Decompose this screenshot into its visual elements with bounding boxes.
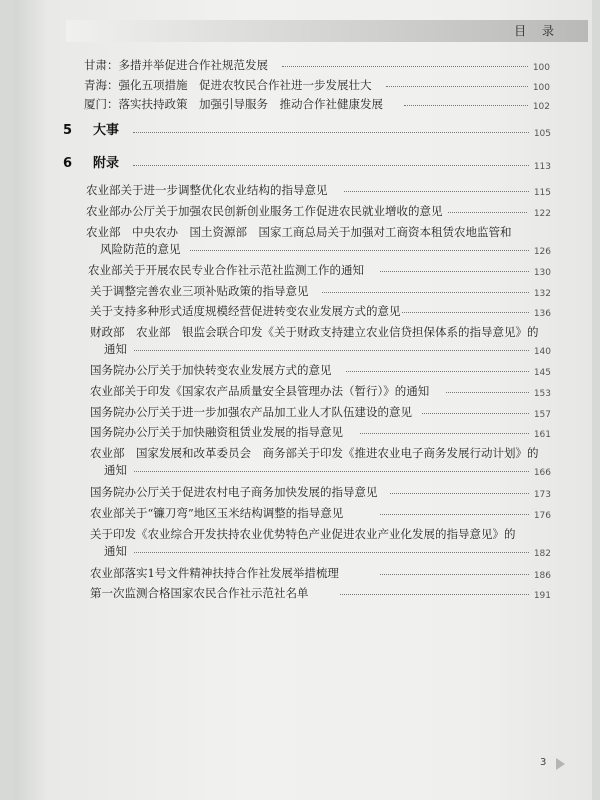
toc-leader-dots — [448, 212, 527, 213]
toc-entry-title: 农业部落实1号文件精神扶持合作社发展举措梳理 — [90, 566, 339, 580]
toc-entry-title: 国务院办公厅关于进一步加强农产品加工业人才队伍建设的意见 — [90, 405, 412, 419]
toc-entry[interactable] — [84, 57, 550, 73]
toc-leader-dots — [360, 433, 529, 434]
toc-entry[interactable] — [84, 77, 550, 93]
toc-leader-dots — [380, 574, 529, 575]
toc-entry-title-continuation: 通知 — [104, 544, 127, 558]
toc-leader-dots — [380, 271, 529, 272]
toc-entry-page: 186 — [533, 571, 551, 581]
toc-leader-dots — [390, 493, 529, 494]
toc-entry-page: 140 — [533, 347, 551, 357]
toc-entry-title: 第一次监测合格国家农民合作社示范社名单 — [90, 586, 309, 600]
toc-section-events[interactable] — [63, 122, 551, 140]
toc-entry-page: 153 — [533, 389, 551, 399]
toc-leader-dots — [404, 105, 528, 106]
toc-entry-continuation[interactable] — [104, 462, 551, 478]
toc-entry-page: 166 — [533, 468, 551, 478]
toc-entry-title: 农业部关于开展农民专业合作社示范社监测工作的通知 — [88, 263, 364, 277]
toc-entry-title: 农业部关于“镰刀弯”地区玉米结构调整的指导意见 — [90, 506, 344, 520]
toc-entry[interactable] — [90, 404, 551, 420]
toc-entry-page: 126 — [533, 247, 551, 257]
toc-entry[interactable] — [90, 303, 551, 319]
toc-entry-page: 105 — [533, 129, 551, 139]
toc-entry-title-continuation: 通知 — [104, 463, 127, 477]
toc-leader-dots — [344, 191, 529, 192]
toc-leader-dots — [422, 413, 529, 414]
page-number: 3 — [540, 757, 547, 768]
toc-entry-title-continuation: 通知 — [104, 342, 127, 356]
toc-entry-title: 农业部关于进一步调整优化农业结构的指导意见 — [86, 183, 328, 197]
document-page — [14, 0, 592, 800]
toc-entry-page: 100 — [532, 83, 550, 93]
toc-entry[interactable] — [90, 484, 551, 500]
toc-entry-title: 国务院办公厅关于加快转变农业发展方式的意见 — [90, 363, 332, 377]
toc-entry-page: 136 — [533, 309, 551, 319]
toc-entry-title: 农业部 中央农办 国土资源部 国家工商总局关于加强对工商资本租赁农地监管和 — [86, 225, 512, 239]
toc-entry-page: 161 — [533, 430, 551, 440]
toc-leader-dots — [282, 66, 528, 67]
toc-entry-title: 财政部 农业部 银监会联合印发《关于财政支持建立农业信贷担保体系的指导意见》的 — [90, 325, 539, 339]
toc-entry-title: 关于支持多种形式适度规模经营促进转变农业发展方式的意见 — [90, 304, 401, 318]
toc-leader-dots — [380, 514, 529, 515]
toc-entry[interactable] — [90, 283, 551, 299]
toc-entry[interactable] — [90, 585, 551, 601]
toc-entry-title: 农业部关于印发《国家农产品质量安全县管理办法（暂行）》的通知 — [90, 384, 430, 398]
toc-entry-title-continuation: 风险防范的意见 — [100, 242, 181, 256]
toc-entry-title: 关于印发《农业综合开发扶持农业优势特色产业促进农业产业化发展的指导意见》的 — [90, 527, 516, 541]
toc-leader-dots — [446, 392, 529, 393]
toc-leader-dots — [340, 594, 529, 595]
toc-leader-dots — [346, 371, 529, 372]
toc-entry-page: 157 — [533, 410, 551, 420]
toc-entry-title: 农业部 国家发展和改革委员会 商务部关于印发《推进农业电子商务发展行动计划》的 — [90, 446, 539, 460]
section-title: 大事 — [93, 123, 120, 138]
header-title: 目 录 — [514, 24, 560, 38]
section-number: 6 — [63, 156, 73, 171]
toc-entry-title: 青海：强化五项措施 促进农牧民合作社进一步发展壮大 — [84, 78, 372, 92]
toc-entry-page: 191 — [533, 591, 551, 601]
toc-entry-title: 甘肃：多措并举促进合作社规范发展 — [84, 58, 268, 72]
toc-entry-continuation[interactable] — [104, 341, 551, 357]
toc-entry-page: 122 — [533, 209, 551, 219]
page-arrow-icon — [556, 758, 565, 770]
toc-entry[interactable] — [90, 324, 551, 340]
toc-entry-page: 102 — [532, 102, 550, 112]
toc-entry[interactable] — [90, 383, 551, 399]
toc-leader-dots — [190, 250, 529, 251]
toc-leader-dots — [134, 552, 529, 553]
toc-entry[interactable] — [90, 362, 551, 378]
toc-entry[interactable] — [86, 182, 551, 198]
toc-entry-title: 国务院办公厅关于促进农村电子商务加快发展的指导意见 — [90, 485, 378, 499]
toc-leader-dots — [133, 165, 529, 166]
toc-entry-page: 145 — [533, 368, 551, 378]
toc-entry-title: 农业部办公厅关于加强农民创新创业服务工作促进农民就业增收的意见 — [86, 204, 443, 218]
toc-leader-dots — [402, 312, 529, 313]
section-title: 附录 — [93, 156, 120, 171]
toc-leader-dots — [134, 350, 529, 351]
toc-leader-dots — [386, 86, 528, 87]
toc-leader-dots — [133, 132, 529, 133]
toc-leader-dots — [134, 471, 529, 472]
toc-entry-page: 173 — [533, 490, 551, 500]
toc-entry-title: 关于调整完善农业三项补贴政策的指导意见 — [90, 284, 309, 298]
toc-entry[interactable] — [90, 526, 551, 542]
toc-entry-page: 100 — [532, 63, 550, 73]
toc-entry-continuation[interactable] — [100, 241, 551, 257]
toc-entry[interactable] — [90, 424, 551, 440]
toc-entry[interactable] — [86, 224, 551, 240]
toc-entry-title: 厦门：落实扶持政策 加强引导服务 推动合作社健康发展 — [84, 97, 383, 111]
toc-entry-page: 132 — [533, 289, 551, 299]
section-number: 5 — [63, 123, 73, 138]
toc-entry-continuation[interactable] — [104, 543, 551, 559]
toc-entry[interactable] — [84, 96, 550, 112]
toc-entry-page: 115 — [533, 188, 551, 198]
toc-entry-page: 182 — [533, 549, 551, 559]
toc-entry-page: 176 — [533, 511, 551, 521]
toc-entry[interactable] — [90, 505, 551, 521]
toc-entry[interactable] — [86, 203, 551, 219]
toc-entry-page: 130 — [533, 268, 551, 278]
toc-leader-dots — [322, 292, 529, 293]
toc-section-appendix[interactable] — [63, 155, 551, 173]
toc-entry-title: 国务院办公厅关于加快融资租赁业发展的指导意见 — [90, 425, 343, 439]
toc-entry[interactable] — [88, 262, 551, 278]
toc-entry-page: 113 — [533, 162, 551, 172]
toc-entry[interactable] — [90, 565, 551, 581]
toc-list — [14, 0, 592, 800]
toc-entry[interactable] — [90, 445, 551, 461]
